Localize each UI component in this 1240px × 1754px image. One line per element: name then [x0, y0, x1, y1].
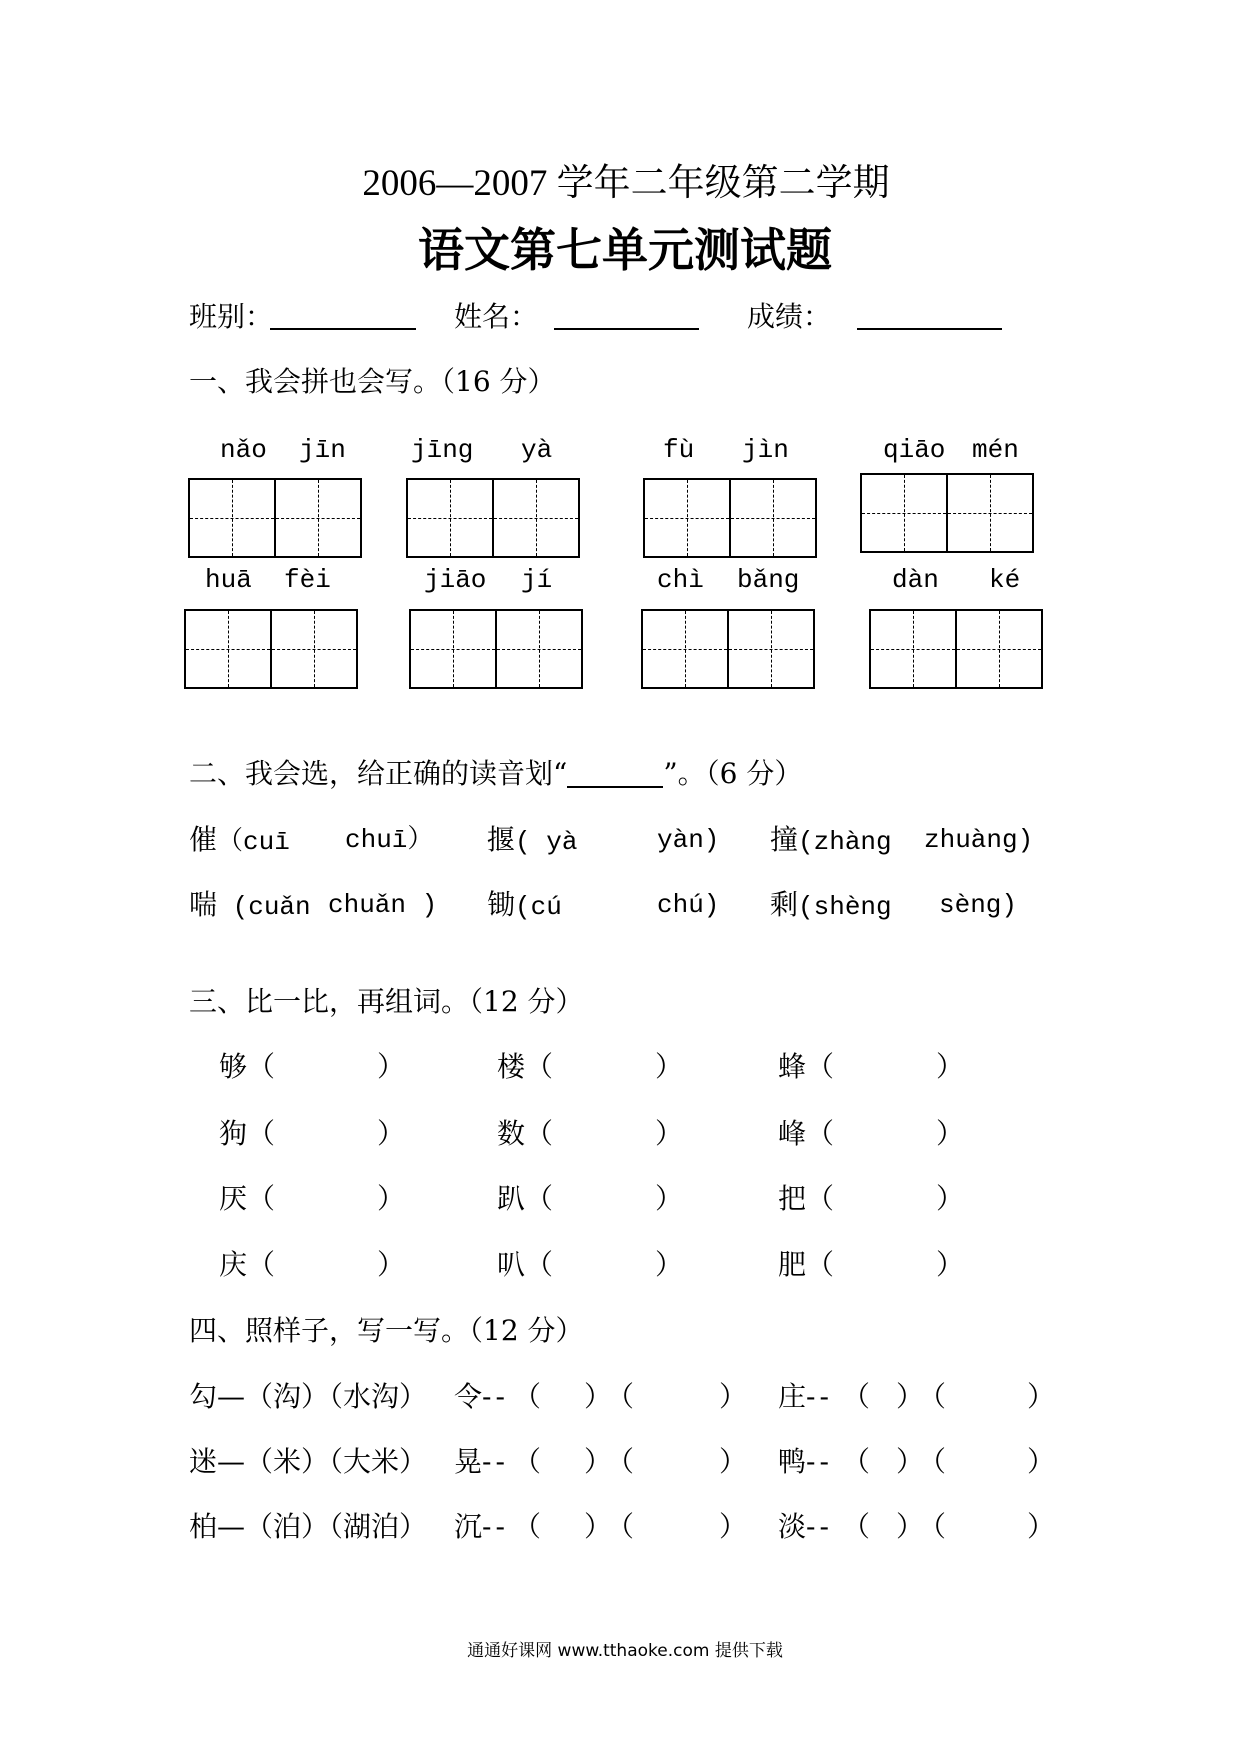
close-paren: ）	[719, 1445, 748, 1478]
pattern-example: 迷—（米）（大米）	[189, 1445, 428, 1478]
pattern-dash: --	[806, 1510, 833, 1543]
pronunciation-option: (shèng	[798, 892, 892, 922]
compare-char: 厌	[219, 1182, 248, 1215]
pinyin-syllable: huā	[205, 565, 252, 595]
pinyin-syllable: jí	[521, 565, 553, 595]
score-blank-line	[857, 328, 1002, 330]
close-paren: ）	[655, 1182, 684, 1215]
close-paren: ）	[1027, 1380, 1056, 1413]
close-paren: ）	[377, 1248, 406, 1281]
writing-cell	[270, 611, 356, 687]
close-paren: ）	[936, 1050, 965, 1083]
close-paren: ）	[719, 1510, 748, 1543]
pattern-dash: --	[806, 1380, 833, 1413]
pronunciation-item-char-and-first	[487, 887, 562, 925]
pinyin-syllable: mén	[972, 435, 1019, 465]
tianzige-box	[641, 609, 815, 689]
pronunciation-char: 剩	[770, 888, 799, 921]
close-paren: ）	[896, 1445, 925, 1478]
close-paren: ）	[655, 1248, 684, 1281]
open-paren: （	[806, 1182, 835, 1215]
pronunciation-item-char-and-first	[189, 887, 311, 925]
writing-cell	[946, 475, 1032, 551]
section2-heading-text: 二、我会选，给正确的读音划“	[189, 757, 568, 790]
writing-cell	[729, 480, 815, 556]
compare-char: 把	[778, 1182, 807, 1215]
tianzige-box	[406, 478, 580, 558]
compare-char: 够	[219, 1050, 248, 1083]
open-paren: （	[806, 1248, 835, 1281]
tianzige-box	[188, 478, 362, 558]
open-paren: （	[513, 1510, 542, 1543]
section2-heading-score: ”。（6 分）	[663, 757, 803, 790]
pronunciation-char: 锄	[487, 888, 516, 921]
close-paren: ）	[936, 1117, 965, 1150]
pronunciation-item-char-and-first	[770, 822, 892, 860]
open-paren: （	[513, 1445, 542, 1478]
open-paren: （	[513, 1380, 542, 1413]
pinyin-syllable: bǎng	[737, 565, 800, 595]
close-paren: ）	[584, 1380, 613, 1413]
pronunciation-char: 喘	[189, 888, 218, 921]
close-paren: ）	[896, 1510, 925, 1543]
pronunciation-item-char-and-first	[487, 822, 577, 860]
pronunciation-option: (cuǎn	[217, 892, 311, 922]
download-source-footer: 通通好课网 www.tthaoke.com 提供下载	[467, 1641, 783, 1661]
compare-char: 肥	[778, 1248, 807, 1281]
compare-char: 趴	[497, 1182, 526, 1215]
pronunciation-option: sèng)	[939, 890, 1018, 920]
open-paren: （	[247, 1050, 276, 1083]
pronunciation-option: ( yà	[515, 827, 578, 857]
pinyin-syllable: yà	[521, 435, 553, 465]
open-paren: （	[918, 1380, 947, 1413]
open-paren: （	[918, 1510, 947, 1543]
open-paren: （	[247, 1248, 276, 1281]
tianzige-box	[869, 609, 1043, 689]
compare-char: 蜂	[778, 1050, 807, 1083]
pinyin-syllable: chì	[657, 565, 704, 595]
close-paren: ）	[896, 1380, 925, 1413]
open-paren: （	[525, 1050, 554, 1083]
pattern-char: 令	[454, 1380, 483, 1413]
writing-cell	[871, 611, 955, 687]
close-paren: ）	[377, 1050, 406, 1083]
open-paren: （	[525, 1248, 554, 1281]
open-paren: （	[806, 1117, 835, 1150]
pronunciation-option: (zhàng	[798, 827, 892, 857]
open-paren: （	[247, 1182, 276, 1215]
open-paren: （	[842, 1380, 871, 1413]
score-label: 成绩：	[747, 300, 832, 333]
compare-char: 数	[497, 1117, 526, 1150]
pronunciation-char: 揠	[487, 823, 516, 856]
section1-heading: 一、我会拼也会写。（16 分）	[189, 365, 556, 398]
pronunciation-option: （cuī	[217, 827, 290, 857]
close-paren: ）	[377, 1117, 406, 1150]
compare-char: 叭	[497, 1248, 526, 1281]
writing-cell	[643, 611, 727, 687]
tianzige-box	[643, 478, 817, 558]
section4-heading: 四、照样子，写一写。（12 分）	[189, 1314, 584, 1347]
pattern-char: 晃	[454, 1445, 483, 1478]
pronunciation-item-char-and-first	[189, 822, 290, 860]
pattern-dash: --	[482, 1380, 509, 1413]
close-paren: ）	[719, 1380, 748, 1413]
close-paren: ）	[655, 1050, 684, 1083]
pronunciation-option: (cú	[515, 892, 562, 922]
pinyin-syllable: jiāo	[424, 565, 487, 595]
tianzige-box	[409, 609, 583, 689]
exam-term-title: 2006—2007 学年二年级第二学期	[362, 163, 890, 204]
pronunciation-option: chuǎn )	[328, 890, 438, 920]
compare-char: 楼	[497, 1050, 526, 1083]
tianzige-box	[860, 473, 1034, 553]
close-paren: ）	[584, 1510, 613, 1543]
open-paren: （	[525, 1117, 554, 1150]
pinyin-row	[0, 562, 1240, 598]
pattern-dash: --	[482, 1445, 509, 1478]
open-paren: （	[525, 1182, 554, 1215]
writing-cell	[862, 475, 946, 551]
open-paren: （	[842, 1510, 871, 1543]
pattern-example: 勾—（沟）（水沟）	[189, 1380, 428, 1413]
close-paren: ）	[936, 1182, 965, 1215]
close-paren: ）	[1027, 1445, 1056, 1478]
writing-cell	[408, 480, 492, 556]
writing-cell	[492, 480, 578, 556]
pronunciation-option: zhuàng)	[924, 825, 1034, 855]
pronunciation-option: chuī）	[345, 825, 434, 855]
pinyin-syllable: jīn	[299, 435, 346, 465]
close-paren: ）	[655, 1117, 684, 1150]
name-blank-line	[554, 328, 699, 330]
class-label: 班别：	[189, 300, 274, 333]
class-blank-line	[270, 328, 416, 330]
pronunciation-option: chú)	[657, 890, 720, 920]
pinyin-syllable: ké	[989, 565, 1021, 595]
pronunciation-item-char-and-first	[770, 887, 892, 925]
pattern-row	[0, 1379, 1240, 1415]
pinyin-row	[0, 432, 1240, 468]
pinyin-syllable: nǎo	[220, 435, 267, 465]
pinyin-syllable: jīng	[411, 435, 474, 465]
open-paren: （	[606, 1445, 635, 1478]
pronunciation-option: yàn)	[657, 825, 720, 855]
writing-cell	[411, 611, 495, 687]
pinyin-syllable: qiāo	[883, 435, 946, 465]
writing-cell	[495, 611, 581, 687]
pattern-dash: --	[806, 1445, 833, 1478]
pattern-char: 淡	[778, 1510, 807, 1543]
compare-char: 庆	[219, 1248, 248, 1281]
pattern-dash: --	[482, 1510, 509, 1543]
writing-cell	[274, 480, 360, 556]
pattern-row	[0, 1509, 1240, 1545]
pronunciation-row	[0, 887, 1240, 923]
pattern-char: 沉	[454, 1510, 483, 1543]
answer-underline-sample	[567, 756, 663, 788]
pronunciation-char: 撞	[770, 823, 799, 856]
pronunciation-char: 催	[189, 823, 218, 856]
open-paren: （	[606, 1380, 635, 1413]
close-paren: ）	[936, 1248, 965, 1281]
name-label: 姓名：	[454, 300, 539, 333]
open-paren: （	[918, 1445, 947, 1478]
word-compare-row	[0, 1049, 1240, 1085]
pattern-example: 柏—（泊）（湖泊）	[189, 1510, 428, 1543]
writing-cell	[190, 480, 274, 556]
pronunciation-row	[0, 822, 1240, 858]
open-paren: （	[842, 1445, 871, 1478]
close-paren: ）	[377, 1182, 406, 1215]
tianzige-box	[184, 609, 358, 689]
pattern-char: 庄	[778, 1380, 807, 1413]
section3-heading: 三、比一比，再组词。（12 分）	[189, 985, 584, 1018]
close-paren: ）	[1027, 1510, 1056, 1543]
writing-cell	[955, 611, 1041, 687]
pinyin-syllable: fèi	[284, 565, 331, 595]
pinyin-syllable: dàn	[892, 565, 939, 595]
open-paren: （	[806, 1050, 835, 1083]
writing-cell	[727, 611, 813, 687]
section2-heading	[189, 756, 802, 792]
pattern-row	[0, 1444, 1240, 1480]
compare-char: 狗	[219, 1117, 248, 1150]
pinyin-syllable: fù	[663, 435, 695, 465]
open-paren: （	[606, 1510, 635, 1543]
writing-cell	[186, 611, 270, 687]
word-compare-row	[0, 1116, 1240, 1152]
exam-title: 语文第七单元测试题	[418, 223, 832, 277]
word-compare-row	[0, 1181, 1240, 1217]
open-paren: （	[247, 1117, 276, 1150]
close-paren: ）	[584, 1445, 613, 1478]
pattern-char: 鸭	[778, 1445, 807, 1478]
word-compare-row	[0, 1247, 1240, 1283]
pinyin-syllable: jìn	[742, 435, 789, 465]
compare-char: 峰	[778, 1117, 807, 1150]
writing-cell	[645, 480, 729, 556]
